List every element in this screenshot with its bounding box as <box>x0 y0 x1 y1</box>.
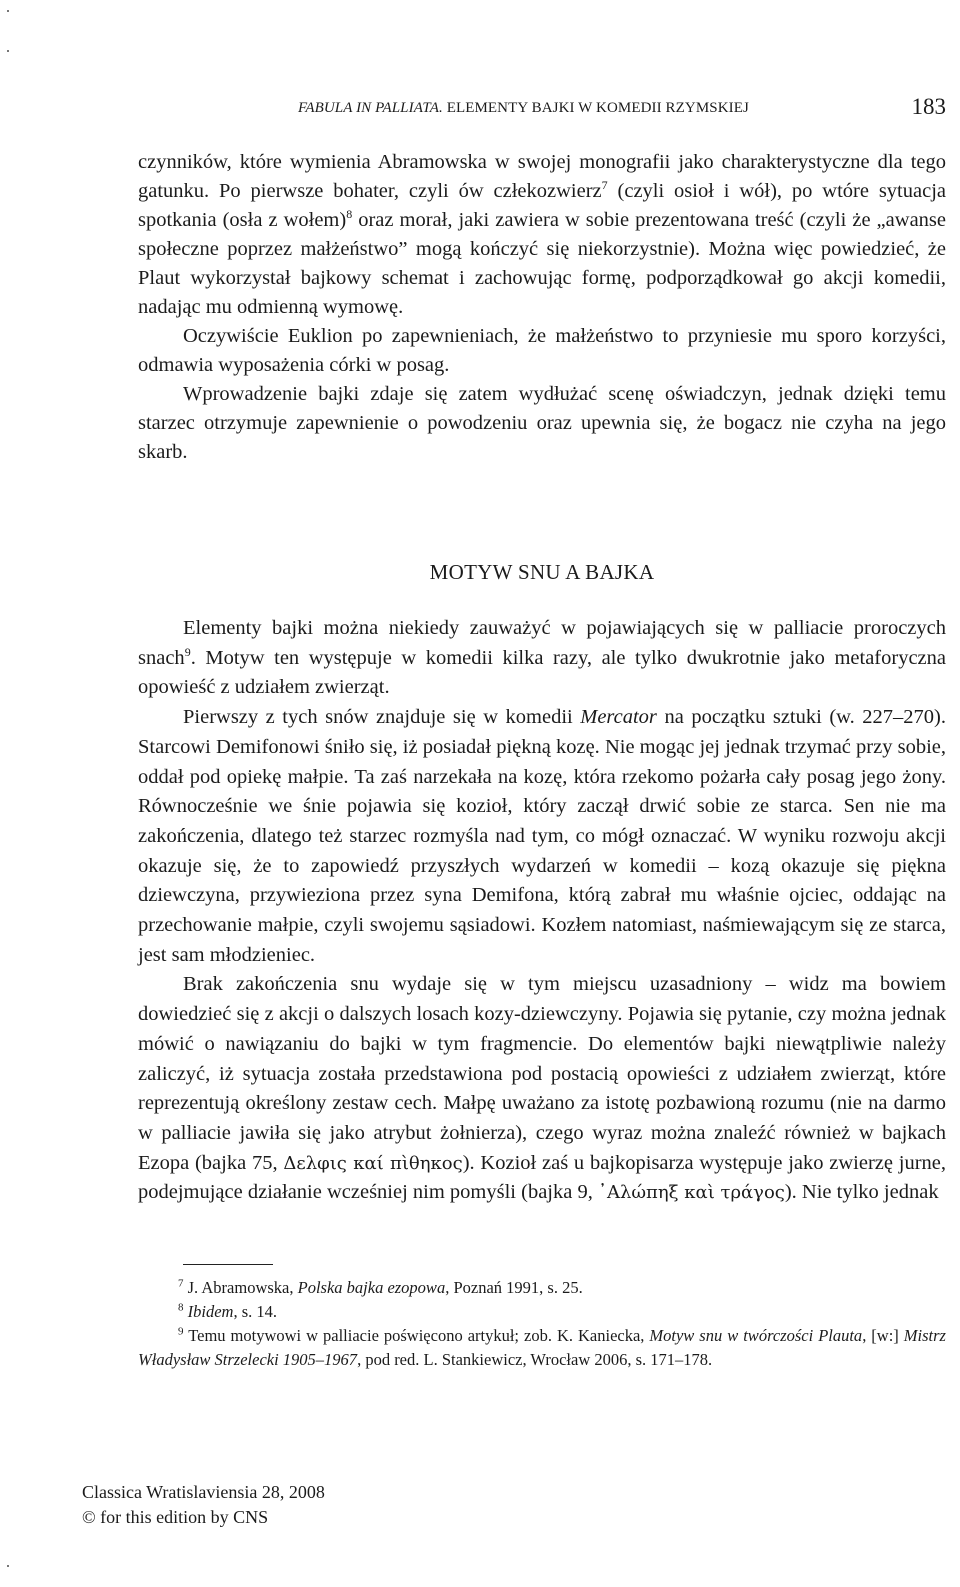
running-title <box>298 100 749 117</box>
text-run: . Motyw ten występuje w komedii kilka razy, ale tylko dwukrotnie jako metaforyczna opowieść z udziałem zwierząt. <box>138 646 946 699</box>
cited-title: Mistrz Władysław Strzelecki 1905–1967 <box>138 1326 946 1369</box>
footnote-9 <box>138 1324 946 1372</box>
cited-title: Ibidem <box>187 1302 234 1321</box>
footnotes <box>138 1276 946 1372</box>
footnote-number: 9 <box>178 1325 184 1338</box>
imprint <box>82 1480 325 1530</box>
footnote-number: 7 <box>178 1277 184 1290</box>
main-text <box>138 148 946 467</box>
crop-mark <box>7 10 9 12</box>
text-run: , [w:] <box>862 1326 904 1345</box>
text-run: , s. 14. <box>233 1302 277 1321</box>
page-number: 183 <box>911 94 946 119</box>
greek-title: ᾿Αλώπηξ καὶ τράγος <box>597 1182 785 1204</box>
text-run: , Poznań 1991, s. 25. <box>445 1278 583 1297</box>
greek-title: Δελφις καί πὶθηκος <box>283 1152 463 1174</box>
footnote-number: 8 <box>178 1301 184 1314</box>
copyright-line: © for this edition by CNS <box>82 1507 269 1527</box>
text-run: (czyli osioł i wół), po wtóre sytuacja spotkania (osła z wołem) <box>138 180 946 231</box>
text-run: czynników, które wymienia Abramowska w swojej monografii jako charakterystyczne dla tego gatunku. Po pierwsze bohater, czyli ów człekozwierz <box>138 151 946 202</box>
running-title-italic: FABULA IN PALLIATA. <box>298 100 443 116</box>
cited-title: Motyw snu w twórczości Plauta <box>649 1326 863 1345</box>
footnote-separator <box>183 1264 273 1265</box>
footnote-8 <box>138 1300 946 1324</box>
paragraph <box>138 148 946 322</box>
footnote-ref: 7 <box>601 178 608 193</box>
section-heading: MOTYW SNU A BAJKA <box>429 560 655 584</box>
text-run: ). Kozioł zaś u bajkopisarza występuje jako zwierzę jurne, podejmujące działanie wcześniej nim pomyśli (bajka 9, <box>138 1151 946 1204</box>
running-header <box>138 94 946 128</box>
text-run: oraz morał, jaki zawiera w sobie prezentowana treść (czyli że „awanse społeczne poprzez małżeństwo” mogą kończyć się niekorzystnie). Można więc powiedzieć, że Plaut wykorzystał bajkowy schemat i zachowując formę, podporządkował go akcji komedii, nadając mu odmienną wymowę. <box>138 209 946 318</box>
paragraph <box>138 970 946 1208</box>
journal-line: Classica Wratislaviensia 28, 2008 <box>82 1482 325 1502</box>
text-run: Elementy bajki można niekiedy zauważyć w pojawiających się w palliacie proroczych snach <box>138 617 946 669</box>
text-run: Pierwszy z tych snów znajduje się w komedii <box>183 706 581 729</box>
footnote-7 <box>138 1276 946 1300</box>
crop-mark <box>7 1565 9 1567</box>
section-text <box>138 614 946 1208</box>
running-title-rest: ELEMENTY BAJKI W KOMEDII RZYMSKIEJ <box>442 100 749 116</box>
text-run: Brak zakończenia snu wydaje się w tym miejscu uzasadniony – widz ma bowiem dowiedzieć się z akcji o dalszych losach kozy-dziewczyny. Pojawia się pytanie, czy można jednak mówić o nawiązaniu do bajki w tym fragmencie. Do elementów bajki niewątpliwie należy zaliczyć, iż sytuacja została przedstawiona pod postacią opowieści z udziałem zwierząt, które reprezentują określony zestaw cech. Małpę uważano za istotę pozbawioną rozumu (nie na darmo w palliacie jawiła się jako atrybut żołnierza), czego wyraz można znaleźć również w bajkach Ezopa (bajka 75, <box>138 973 946 1174</box>
crop-mark <box>7 50 9 52</box>
cited-title: Polska bajka ezopowa <box>297 1278 446 1297</box>
footnote-ref: 8 <box>346 207 353 222</box>
paragraph: Wprowadzenie bajki zdaje się zatem wydłużać scenę oświadczyn, jednak dzięki temu starzec otrzymuje zapewnienie o powodzeniu oraz upewnia się, że bogacz nie czyha na jego skarb. <box>138 383 946 463</box>
text-run: na początku sztuki (w. 227–270). Starcowi Demifonowi śniło się, iż posiadał piękną kozę. Nie mogąc jej jednak trzymać przy sobie, oddał pod opiekę małpie. Ta zaś narzekała na kozę, która rzekomo pożarła cały posag jego żony. Równocześnie we śnie pojawia się kozioł, który zaczął drwić sobie ze starca. Sen nie ma zakończenia, dlatego też starzec rozmyśla nad tym, co mógł oznaczać. W wyniku rozwoju akcji okazuje się, że to zapowiedź przyszłych wydarzeń w komedii – kozą okazuje się piękna dziewczyna, przywieziona przez syna Demifona, którą zabrał mu właśnie ojciec, oddając na przechowanie małpie, czyli swojemu sąsiadowi. Kozłem natomiast, naśmiewającym się ze starca, jest sam młodzieniec. <box>138 706 946 966</box>
paragraph <box>138 614 946 703</box>
work-title: Mercator <box>580 706 657 729</box>
text-run: Temu motywowi w palliacie poświęcono artykuł; zob. K. Kaniecka, <box>183 1326 650 1345</box>
text-run: , pod red. L. Stankiewicz, Wrocław 2006, s. 171–178. <box>357 1350 713 1369</box>
text-run: ). Nie tylko jednak <box>784 1181 939 1204</box>
paragraph: Oczywiście Euklion po zapewnieniach, że małżeństwo to przyniesie mu sporo korzyści, odmawia wyposażenia córki w posag. <box>138 325 946 376</box>
paragraph <box>138 703 946 970</box>
text-run: J. Abramowska, <box>183 1278 298 1297</box>
footnote-ref: 9 <box>184 644 191 659</box>
